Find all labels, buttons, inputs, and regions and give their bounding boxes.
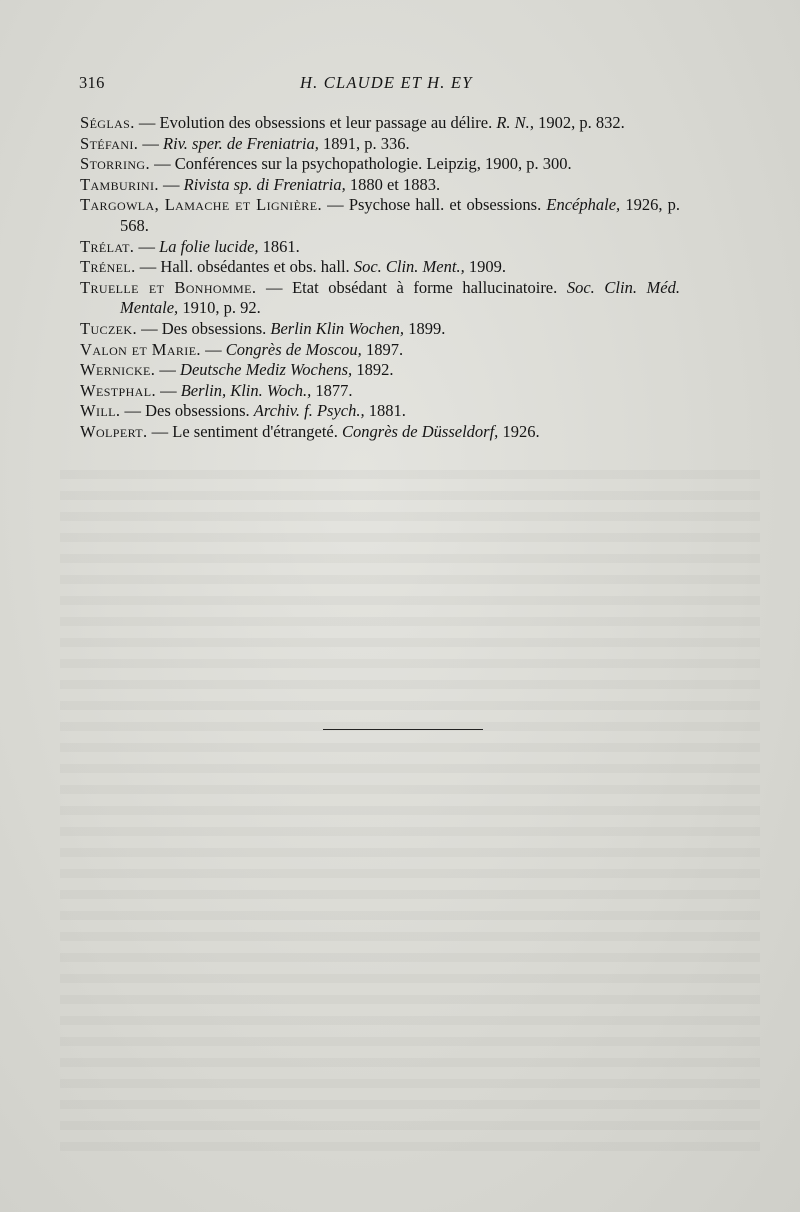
reference-dash: — bbox=[147, 421, 173, 441]
reference-author: Storring. bbox=[80, 154, 151, 174]
reference-author: Stéfani. bbox=[80, 133, 139, 153]
reference-author: Tamburini. bbox=[80, 174, 159, 194]
reference-author: Séglas. bbox=[80, 113, 135, 132]
reference-details: , 1902, p. 832. bbox=[529, 113, 625, 132]
reference-source: R. N. bbox=[496, 113, 530, 132]
reference-dash: — bbox=[321, 195, 349, 215]
reference-dash: — bbox=[134, 236, 160, 256]
reference-source: Soc. Clin. Ment., bbox=[353, 257, 465, 277]
reference-title: Psychose hall. et obsessions. bbox=[348, 195, 547, 215]
reference-title: Conférences sur la psychopathologie. Leipzig, 1900, p. 300. bbox=[174, 154, 572, 174]
reference-source: Congrès de Düsseldorf, bbox=[342, 421, 499, 441]
reference-entry bbox=[80, 401, 680, 422]
reference-source: La folie lucide, bbox=[159, 236, 259, 256]
reference-details: 1899. bbox=[404, 318, 446, 338]
reference-entry bbox=[80, 134, 680, 155]
reference-entry bbox=[80, 195, 680, 236]
reference-details: 1910, p. 92. bbox=[178, 298, 261, 318]
reference-details: 1880 et 1883. bbox=[345, 174, 441, 194]
reference-author: Tuczek. bbox=[80, 318, 137, 338]
page-number: 316 bbox=[79, 73, 105, 92]
reference-details: 1861. bbox=[258, 236, 300, 256]
reference-dash: — bbox=[150, 154, 175, 174]
section-divider bbox=[323, 729, 483, 730]
reference-dash: — bbox=[120, 401, 146, 421]
reference-author: Trélat. bbox=[80, 236, 135, 256]
reference-details: 1909. bbox=[464, 257, 506, 277]
reference-dash: — bbox=[137, 318, 162, 338]
reference-author: Targowla, Lamache et Lignière. bbox=[80, 195, 322, 215]
reference-entry bbox=[80, 175, 680, 196]
reference-author: Will. bbox=[80, 401, 121, 421]
reference-entry bbox=[80, 154, 680, 175]
reference-author: Wernicke. bbox=[80, 360, 156, 380]
reference-entry bbox=[80, 360, 680, 381]
reference-dash: — bbox=[155, 360, 181, 380]
reference-entry bbox=[80, 381, 680, 402]
reference-entry bbox=[80, 113, 680, 134]
reference-entry bbox=[80, 257, 680, 278]
reference-details: 1926. bbox=[498, 421, 540, 441]
reference-details: 1877. bbox=[311, 380, 353, 400]
reference-source: Soc. Clin. Méd. Mentale, bbox=[120, 277, 680, 318]
reference-title: Le sentiment d'étrangeté. bbox=[172, 421, 343, 441]
reference-source: Berlin Klin Wochen, bbox=[270, 318, 405, 338]
reference-entry bbox=[80, 278, 680, 319]
reference-source: Riv. sper. de Freniatria, bbox=[163, 133, 319, 153]
reference-author: Wolpert. bbox=[80, 421, 148, 441]
reference-dash: — bbox=[134, 113, 160, 132]
reference-author: Trénel. bbox=[80, 257, 136, 277]
reference-author: Truelle et Bonhomme. bbox=[80, 277, 257, 297]
bibliography-list bbox=[80, 113, 680, 443]
reference-author: Valon et Marie. bbox=[80, 339, 201, 359]
reference-details: 1881. bbox=[364, 401, 406, 421]
reference-title: Evolution des obsessions et leur passage au délire. bbox=[159, 113, 497, 132]
reference-dash: — bbox=[155, 380, 181, 400]
reference-source: Congrès de Moscou, bbox=[225, 339, 362, 359]
reference-author: Westphal. bbox=[80, 380, 156, 400]
reference-dash: — bbox=[135, 257, 161, 277]
reference-title: Des obsessions. bbox=[161, 318, 271, 338]
reference-dash: — bbox=[256, 277, 293, 297]
reference-details: 1891, p. 336. bbox=[318, 133, 410, 153]
reference-dash: — bbox=[200, 339, 226, 359]
show-through-text bbox=[60, 470, 760, 1152]
reference-details: 1892. bbox=[352, 360, 394, 380]
reference-entry bbox=[80, 340, 680, 361]
reference-entry bbox=[80, 319, 680, 340]
reference-title: Des obsessions. bbox=[145, 401, 254, 421]
reference-source: Deutsche Mediz Wochens, bbox=[180, 360, 353, 380]
reference-title: Etat obsédant à forme hallucinatoire. bbox=[292, 277, 567, 297]
reference-entry bbox=[80, 422, 680, 443]
running-head: H. CLAUDE ET H. EY bbox=[300, 73, 473, 92]
reference-dash: — bbox=[158, 174, 184, 194]
reference-source: Rivista sp. di Freniatria, bbox=[183, 174, 346, 194]
reference-entry bbox=[80, 237, 680, 258]
reference-source: Archiv. f. Psych., bbox=[253, 401, 365, 421]
reference-source: Encéphale, bbox=[546, 195, 621, 215]
reference-dash: — bbox=[138, 133, 164, 153]
reference-details: 1926, p. 568. bbox=[120, 195, 680, 235]
reference-source: Berlin, Klin. Woch., bbox=[180, 380, 312, 400]
reference-title: Hall. obsédantes et obs. hall. bbox=[160, 257, 354, 277]
reference-details: 1897. bbox=[361, 339, 404, 359]
